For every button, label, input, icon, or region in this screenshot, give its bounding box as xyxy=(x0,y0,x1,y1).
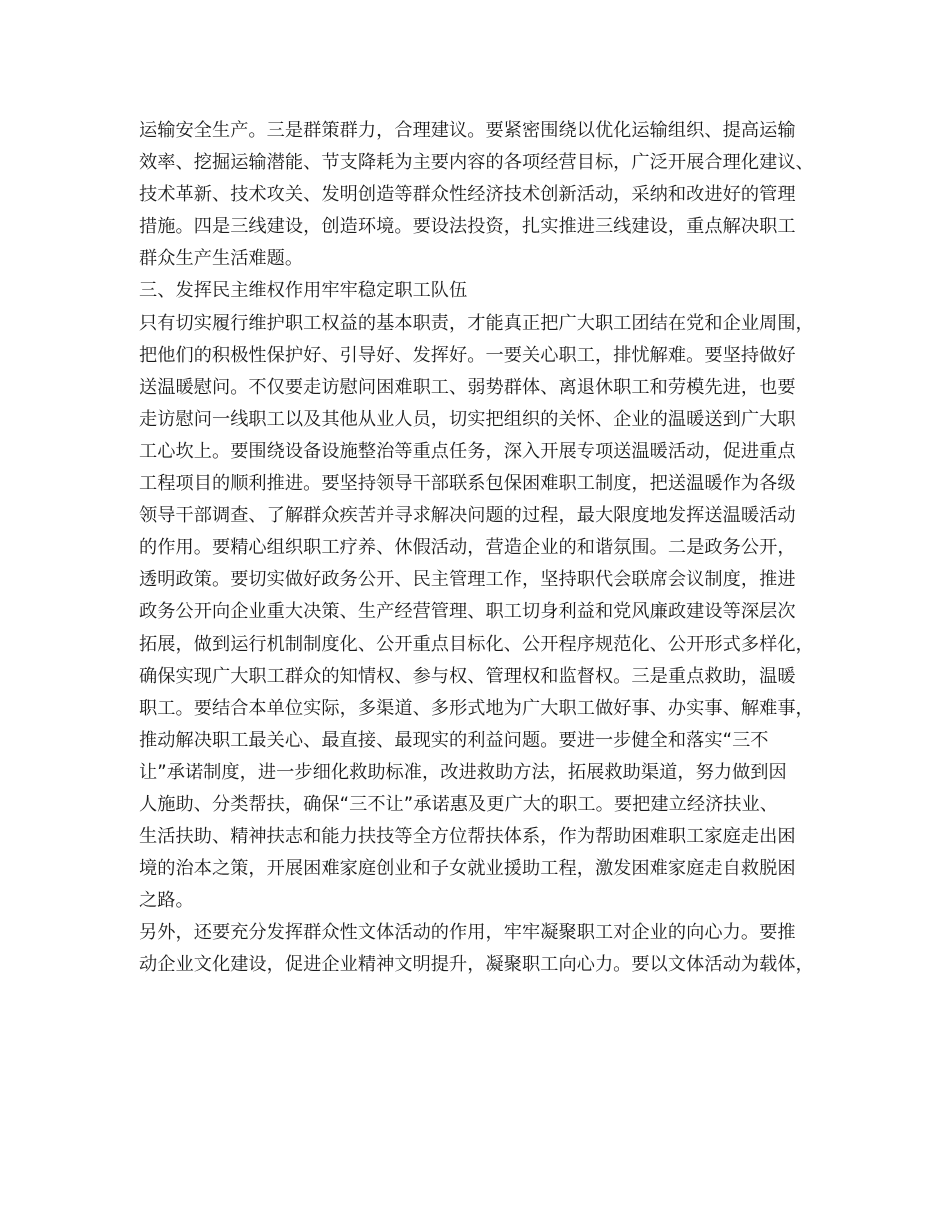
text-line: 群众生产生活难题。 xyxy=(139,248,304,270)
text-line: 境的治本之策，开展困难家庭创业和子女就业援助工程，激发困难家庭走自救脱困 xyxy=(139,858,796,880)
text-line: 效率、挖掘运输潜能、节支降耗为主要内容的各项经营目标，广泛开展合理化建议、 xyxy=(139,152,814,174)
text-line: 措施。四是三线建设，创造环境。要设法投资，扎实推进三线建设，重点解决职工 xyxy=(139,216,796,238)
section-heading: 三、发挥民主维权作用牢牢稳定职工队伍 xyxy=(139,280,468,302)
text-line: 拓展，做到运行机制制度化、公开重点目标化、公开程序规范化、公开形式多样化， xyxy=(139,633,814,655)
text-line: 的作用。要精心组织职工疗养、休假活动，营造企业的和谐氛围。二是政务公开， xyxy=(139,537,796,559)
text-line: 把他们的积极性保护好、引导好、发挥好。一要关心职工，排忧解难。要坚持做好 xyxy=(139,344,796,366)
body-text xyxy=(139,115,839,982)
text-line: 只有切实履行维护职工权益的基本职责，才能真正把广大职工团结在党和企业周围， xyxy=(139,312,814,334)
text-line: 领导干部调查、了解群众疾苦并寻求解决问题的过程，最大限度地发挥送温暖活动 xyxy=(139,505,796,527)
text-line: 工程项目的顺利推进。要坚持领导干部联系包保困难职工制度，把送温暖作为各级 xyxy=(139,473,796,495)
text-line: 职工。要结合本单位实际，多渠道、多形式地为广大职工做好事、办实事、解难事， xyxy=(139,697,814,719)
text-line: 确保实现广大职工群众的知情权、参与权、管理权和监督权。三是重点救助，温暖 xyxy=(139,665,796,687)
text-line: 走访慰问一线职工以及其他从业人员，切实把组织的关怀、企业的温暖送到广大职 xyxy=(139,408,796,430)
text-line: 透明政策。要切实做好政务公开、民主管理工作，坚持职代会联席会议制度，推进 xyxy=(139,569,796,591)
text-line: 动企业文化建设，促进企业精神文明提升，凝聚职工向心力。要以文体活动为载体， xyxy=(139,954,814,976)
text-line: 送温暖慰问。不仅要走访慰问困难职工、弱势群体、离退休职工和劳模先进，也要 xyxy=(139,376,796,398)
text-line: 另外，还要充分发挥群众性文体活动的作用，牢牢凝聚职工对企业的向心力。要推 xyxy=(139,922,796,944)
text-line: 运输安全生产。三是群策群力，合理建议。要紧密围绕以优化运输组织、提高运输 xyxy=(139,120,796,141)
text-line: 技术革新、技术攻关、发明创造等群众性经济技术创新活动，采纳和改进好的管理 xyxy=(139,184,796,206)
text-line: 生活扶助、精神扶志和能力扶技等全方位帮扶体系，作为帮助困难职工家庭走出困 xyxy=(139,826,796,848)
text-line: 推动解决职工最关心、最直接、最现实的利益问题。要进一步健全和落实“三不 xyxy=(139,729,769,751)
text-line: 让”承诺制度，进一步细化救助标准，改进救助方法，拓展救助渠道，努力做到因 xyxy=(139,761,787,783)
text-line: 之路。 xyxy=(139,890,194,912)
text-line: 人施助、分类帮扶，确保“三不让”承诺惠及更广大的职工。要把建立经济扶业、 xyxy=(139,793,779,815)
text-line: 政务公开向企业重大决策、生产经营管理、职工切身利益和党风廉政建设等深层次 xyxy=(139,601,796,623)
text-line: 工心坎上。要围绕设备设施整治等重点任务，深入开展专项送温暖活动，促进重点 xyxy=(139,440,796,462)
